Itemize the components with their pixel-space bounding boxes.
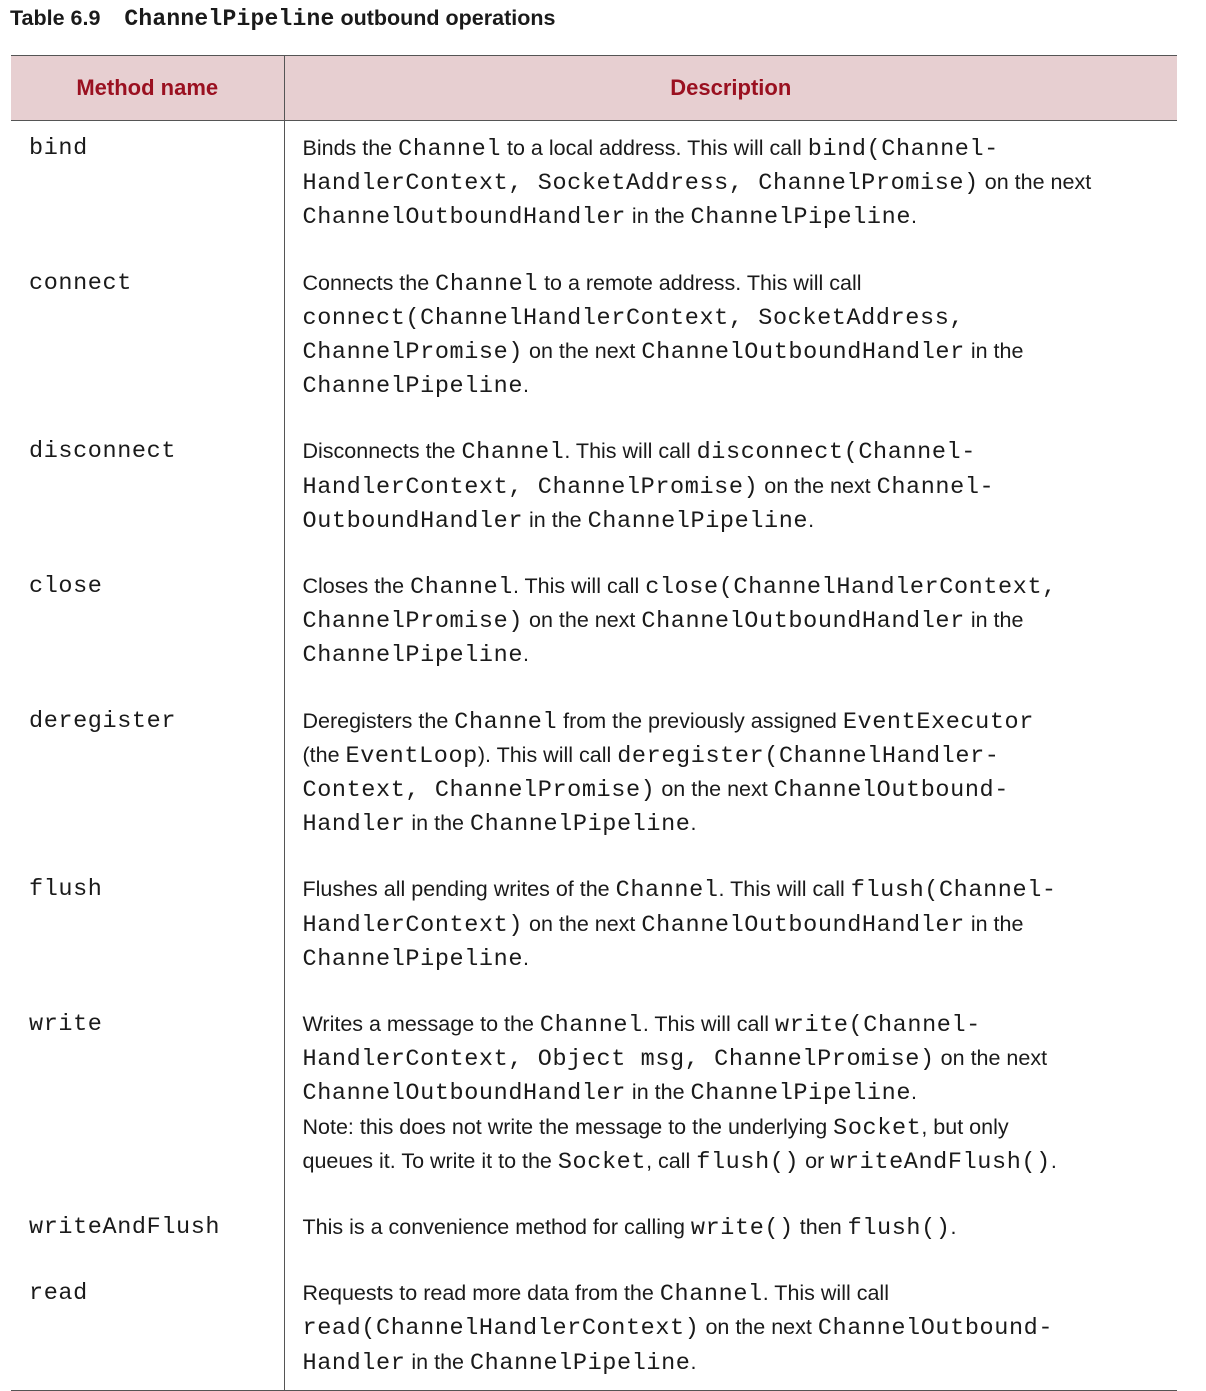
table-row: [11, 998, 1177, 1201]
description-text: in the: [964, 608, 1024, 633]
description-code: ChannelPipeline: [302, 642, 524, 670]
description-text: on the next: [699, 1315, 818, 1340]
description-code: bind(Channel-: [807, 136, 999, 163]
description-code: Channel: [461, 439, 565, 467]
table-caption: [10, 6, 555, 32]
table-row: [11, 425, 1177, 560]
description-code: close(ChannelHandlerContext,: [645, 574, 1057, 602]
table-number: Table 6.9: [10, 6, 101, 30]
description-text: .: [523, 642, 530, 667]
description-text: .: [911, 204, 918, 229]
description-text: in the: [625, 1080, 691, 1105]
description-code: Socket: [833, 1114, 922, 1142]
description-text: .: [808, 507, 815, 532]
description-cell: [284, 560, 1177, 695]
description-text: Binds the: [302, 136, 399, 160]
method-name-cell: bind: [11, 121, 284, 257]
description-text: . This will call: [564, 439, 697, 464]
description-code: ChannelPipeline: [469, 1349, 691, 1377]
description-code: disconnect(Channel-: [696, 439, 976, 467]
description-code: EventExecutor: [842, 708, 1034, 736]
description-text: in the: [405, 811, 470, 836]
description-code: ChannelOutboundHandler: [641, 608, 965, 636]
description-cell: [284, 1201, 1177, 1267]
description-code: ChannelOutboundHandler: [302, 1080, 626, 1108]
description-text: This is a convenience method for calling: [302, 1215, 691, 1240]
description-text: , but only: [921, 1114, 1009, 1139]
description-code: Channel: [615, 877, 719, 905]
description-code: EventLoop: [345, 742, 478, 770]
description-code: Channel-: [876, 473, 995, 501]
description-text: . This will call: [718, 877, 851, 902]
description-text: .: [690, 1349, 697, 1374]
description-text: , call: [646, 1148, 697, 1173]
description-text: .: [911, 1080, 918, 1105]
method-name-header: Method name: [11, 56, 284, 121]
description-text: Closes the: [302, 574, 411, 599]
description-code: ChannelPromise): [302, 339, 524, 367]
description-code: ChannelPipeline: [302, 373, 524, 401]
description-code: Channel: [398, 136, 502, 163]
description-code: writeAndFlush(): [830, 1148, 1051, 1176]
table-caption-text: outbound operations: [340, 6, 556, 30]
description-text: to a local address. This will call: [501, 136, 808, 160]
description-text: Requests to read more data from the: [302, 1281, 660, 1306]
description-cell: [284, 863, 1177, 998]
description-text: in the: [964, 339, 1024, 364]
description-text: in the: [625, 204, 691, 229]
description-text: .: [690, 811, 697, 836]
description-code: ChannelPipeline: [587, 507, 809, 535]
description-text: on the next: [758, 473, 877, 498]
description-text: in the: [523, 507, 588, 532]
description-text: or: [799, 1148, 831, 1173]
description-text: Disconnects the: [302, 439, 462, 464]
description-cell: [284, 998, 1177, 1201]
description-text: in the: [964, 911, 1024, 936]
description-code: Socket: [557, 1148, 647, 1176]
description-code: ChannelOutbound-: [817, 1315, 1054, 1343]
description-text: from the previously assigned: [557, 708, 843, 733]
description-code: write(): [690, 1215, 794, 1243]
description-code: Channel: [410, 574, 513, 602]
table-row: [11, 257, 1177, 426]
method-name-cell: read: [11, 1267, 284, 1390]
description-text: .: [523, 373, 530, 398]
description-text: Writes a message to the: [302, 1012, 540, 1037]
description-code: write(Channel-: [775, 1012, 981, 1040]
table-row: [11, 121, 1177, 257]
description-code: read(ChannelHandlerContext): [302, 1315, 700, 1343]
description-code: flush(): [847, 1215, 951, 1243]
description-code: ChannelPromise): [302, 608, 524, 636]
table-body: [11, 121, 1177, 1391]
description-code: HandlerContext, ChannelPromise): [302, 473, 759, 501]
header-row: [11, 56, 1177, 121]
table-row: [11, 695, 1177, 864]
description-code: ChannelOutbound-: [773, 777, 1009, 805]
description-code: ChannelPipeline: [469, 811, 691, 839]
description-code: Channel: [435, 270, 539, 298]
description-text: on the next: [523, 911, 642, 936]
description-text: on the next: [523, 339, 642, 364]
method-name-cell: connect: [11, 257, 284, 426]
description-text: Flushes all pending writes of the: [302, 877, 616, 902]
description-text: (the: [302, 742, 346, 767]
description-code: ChannelOutboundHandler: [641, 911, 965, 939]
description-code: ChannelPipeline: [690, 204, 912, 232]
description-code: Handler: [302, 811, 406, 839]
table-caption-code: ChannelPipeline: [124, 6, 335, 32]
description-text: . This will call: [762, 1281, 889, 1306]
description-text: .: [950, 1215, 957, 1240]
description-text: to a remote address. This will call: [538, 270, 862, 295]
description-code: deregister(ChannelHandler-: [617, 742, 1000, 770]
description-cell: [284, 257, 1177, 426]
method-name-cell: disconnect: [11, 425, 284, 560]
description-code: Channel: [659, 1281, 763, 1309]
description-code: HandlerContext): [302, 911, 524, 939]
description-text: .: [1050, 1148, 1057, 1173]
method-name-cell: writeAndFlush: [11, 1201, 284, 1267]
description-code: Channel: [539, 1012, 643, 1040]
description-text: then: [793, 1215, 848, 1240]
table-row: [11, 1267, 1177, 1390]
description-code: ChannelPipeline: [690, 1080, 912, 1108]
description-text: on the next: [934, 1046, 1048, 1071]
description-cell: [284, 121, 1177, 257]
description-text: Note: this does not write the message to the underlying: [302, 1114, 834, 1139]
method-name-cell: flush: [11, 863, 284, 998]
description-code: HandlerContext, Object msg, ChannelPromise): [302, 1046, 935, 1074]
table-row: [11, 863, 1177, 998]
description-header: Description: [284, 56, 1177, 121]
description-cell: [284, 695, 1177, 864]
description-text: on the next: [655, 777, 774, 802]
description-code: connect(ChannelHandlerContext, SocketAddress,: [302, 304, 965, 332]
method-name-cell: deregister: [11, 695, 284, 864]
description-code: OutboundHandler: [302, 507, 524, 535]
description-code: ChannelOutboundHandler: [302, 204, 626, 232]
description-text: on the next: [978, 170, 1092, 195]
table-row: [11, 1201, 1177, 1267]
description-text: ). This will call: [477, 742, 618, 767]
description-text: in the: [405, 1349, 470, 1374]
operations-table: [11, 55, 1177, 1391]
description-code: flush(): [696, 1148, 800, 1176]
description-text: .: [523, 945, 530, 970]
description-text: Deregisters the: [302, 708, 455, 733]
description-text: on the next: [523, 608, 642, 633]
description-code: ChannelOutboundHandler: [641, 339, 965, 367]
description-code: ChannelPipeline: [302, 945, 524, 973]
description-text: queues it. To write it to the: [302, 1148, 558, 1173]
table-row: [11, 560, 1177, 695]
description-text: . This will call: [512, 574, 646, 599]
method-name-cell: close: [11, 560, 284, 695]
method-name-cell: write: [11, 998, 284, 1201]
description-text: Connects the: [302, 270, 436, 295]
description-code: Handler: [302, 1349, 406, 1377]
description-cell: [284, 425, 1177, 560]
description-code: Context, ChannelPromise): [302, 777, 656, 805]
description-code: flush(Channel-: [850, 877, 1057, 905]
description-code: Channel: [454, 708, 558, 736]
description-cell: [284, 1267, 1177, 1390]
description-code: HandlerContext, SocketAddress, ChannelPromise): [302, 170, 979, 198]
description-text: . This will call: [642, 1012, 776, 1037]
